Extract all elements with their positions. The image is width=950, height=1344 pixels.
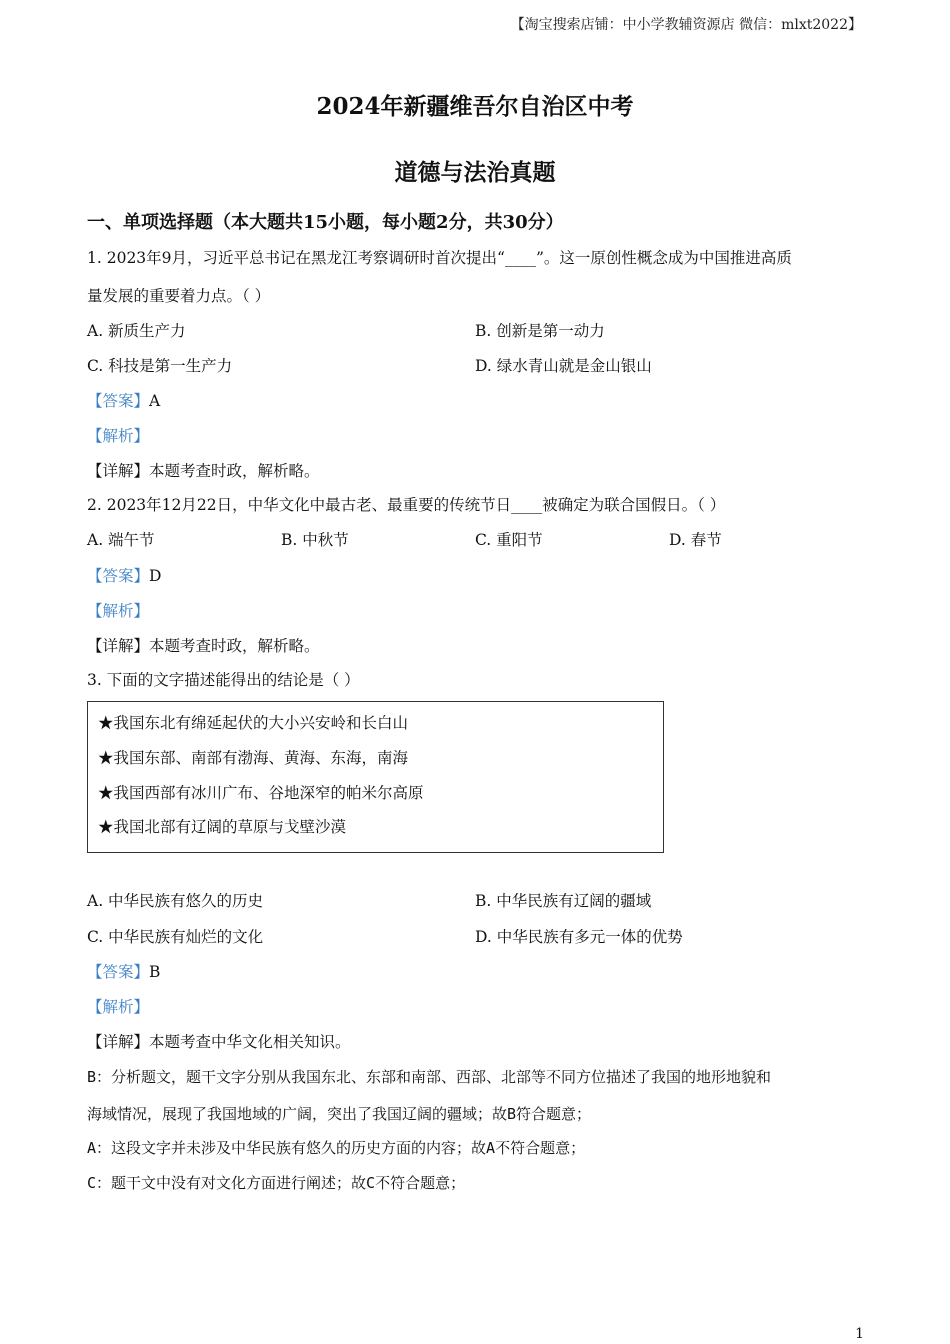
q2-option-a: A. 端午节	[87, 531, 155, 549]
q1-answer	[87, 389, 160, 411]
q3-material-line: ★我国东北有绵延起伏的大小兴安岭和长白山	[98, 714, 409, 732]
q2-answer	[87, 564, 161, 586]
q1-analysis-label: 【解析】	[87, 427, 150, 445]
q2-stem: 2. 2023年12月22日，中华文化中最古老、最重要的传统节日____被确定为联合国假日。（ ）	[87, 496, 726, 514]
q3-material-line: ★我国西部有冰川广布、谷地深窄的帕米尔高原	[98, 784, 424, 802]
q1-option-c: C. 科技是第一生产力	[87, 357, 233, 375]
header-note: 【淘宝搜索店铺：中小学教辅资源店 微信：mlxt2022】	[510, 17, 862, 33]
q3-explain-b-line2: 海域情况，展现了我国地域的广阔，突出了我国辽阔的疆域；故B符合题意；	[87, 1105, 592, 1123]
exam-title: 2024年新疆维吾尔自治区中考	[316, 93, 634, 120]
q3-explain-c: C：题干文中没有对文化方面进行阐述；故C不符合题意；	[87, 1174, 466, 1192]
answer-value: B	[149, 963, 161, 981]
q3-option-d: D. 中华民族有多元一体的优势	[475, 928, 683, 946]
q3-detail: 【详解】本题考查中华文化相关知识。	[87, 1033, 351, 1051]
page-number: 1	[855, 1326, 864, 1342]
q3-stem: 3. 下面的文字描述能得出的结论是（ ）	[87, 671, 360, 689]
section-title: 一、单项选择题（本大题共15小题，每小题2分，共30分）	[87, 212, 564, 233]
q3-analysis-label: 【解析】	[87, 998, 150, 1016]
q3-option-c: C. 中华民族有灿烂的文化	[87, 928, 264, 946]
q3-option-a: A. 中华民族有悠久的历史	[87, 892, 264, 910]
q2-option-d: D. 春节	[669, 531, 722, 549]
q3-answer	[87, 960, 160, 982]
q3-material-box	[87, 701, 664, 853]
q3-material-line: ★我国北部有辽阔的草原与戈壁沙漠	[98, 818, 347, 836]
exam-subtitle: 道德与法治真题	[394, 159, 556, 186]
q1-option-d: D. 绿水青山就是金山银山	[475, 357, 652, 375]
answer-label: 【答案】	[87, 567, 150, 585]
q1-detail: 【详解】本题考查时政，解析略。	[87, 462, 320, 480]
q1-stem-line1: 1. 2023年9月，习近平总书记在黑龙江考察调研时首次提出“____”。这一原创性概念成为中国推进高质	[87, 249, 792, 267]
q3-option-b: B. 中华民族有辽阔的疆域	[475, 892, 652, 910]
q3-explain-a: A：这段文字并未涉及中华民族有悠久的历史方面的内容；故A不符合题意；	[87, 1139, 586, 1157]
answer-label: 【答案】	[87, 963, 150, 981]
answer-value: A	[149, 392, 161, 410]
q2-option-c: C. 重阳节	[475, 531, 543, 549]
answer-value: D	[149, 567, 162, 585]
q2-analysis-label: 【解析】	[87, 602, 150, 620]
q2-option-b: B. 中秋节	[281, 531, 349, 549]
answer-label: 【答案】	[87, 392, 150, 410]
q1-stem-line2: 量发展的重要着力点。（ ）	[87, 287, 271, 305]
q3-explain-b-line1: B：分析题文，题干文字分别从我国东北、东部和南部、西部、北部等不同方位描述了我国的地形地貌和	[87, 1068, 772, 1086]
q1-option-a: A. 新质生产力	[87, 322, 186, 340]
q2-detail: 【详解】本题考查时政，解析略。	[87, 637, 320, 655]
q3-material-line: ★我国东部、南部有渤海、黄海、东海，南海	[98, 749, 409, 767]
q1-option-b: B. 创新是第一动力	[475, 322, 605, 340]
